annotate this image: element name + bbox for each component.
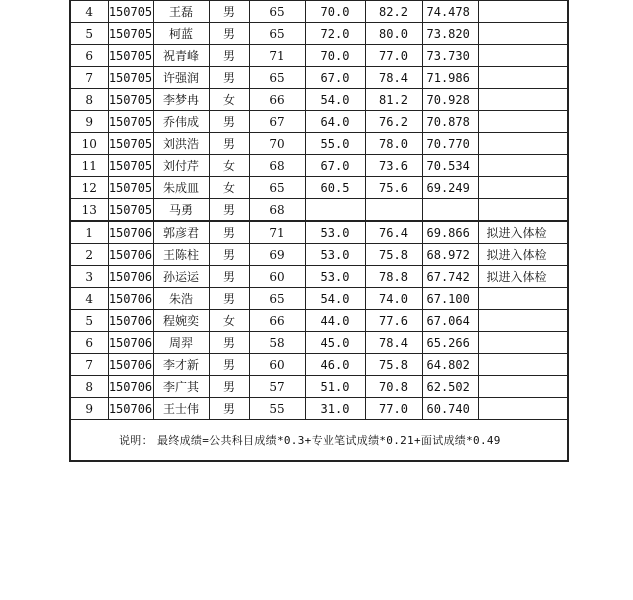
- public-subject-score-cell: 55: [249, 398, 305, 420]
- interview-score-cell: [365, 199, 422, 222]
- final-score-cell: 73.820: [422, 23, 478, 45]
- note-prefix: 说明：: [119, 434, 153, 447]
- interview-score-cell: 74.0: [365, 288, 422, 310]
- candidate-name-cell: 乔伟成: [153, 111, 209, 133]
- score-sheet: [69, 0, 567, 462]
- public-subject-score-cell: 68: [249, 199, 305, 222]
- gender-cell: 女: [209, 89, 249, 111]
- table-body: [70, 1, 568, 420]
- result-status-cell: [478, 288, 568, 310]
- row-number-cell: 8: [70, 376, 108, 398]
- interview-score-cell: 80.0: [365, 23, 422, 45]
- row-number-cell: 2: [70, 244, 108, 266]
- gender-cell: 男: [209, 133, 249, 155]
- written-test-score-cell: 54.0: [305, 288, 365, 310]
- interview-score-cell: 78.0: [365, 133, 422, 155]
- result-status-cell: [478, 177, 568, 199]
- result-status-cell: [478, 332, 568, 354]
- interview-score-cell: 76.2: [365, 111, 422, 133]
- note-formula: 最终成绩=公共科目成绩*0.3+专业笔试成绩*0.21+面试成绩*0.49: [157, 434, 501, 447]
- final-score-cell: 70.878: [422, 111, 478, 133]
- interview-score-cell: 75.8: [365, 354, 422, 376]
- row-number-cell: 1: [70, 221, 108, 244]
- interview-score-cell: 76.4: [365, 221, 422, 244]
- candidate-name-cell: 王陈柱: [153, 244, 209, 266]
- candidate-name-cell: 朱浩: [153, 288, 209, 310]
- row-number-cell: 6: [70, 45, 108, 67]
- final-score-cell: 65.266: [422, 332, 478, 354]
- gender-cell: 男: [209, 221, 249, 244]
- written-test-score-cell: 44.0: [305, 310, 365, 332]
- gender-cell: 男: [209, 23, 249, 45]
- position-code-cell: 150706: [108, 354, 153, 376]
- interview-score-cell: 75.6: [365, 177, 422, 199]
- result-status-cell: [478, 398, 568, 420]
- position-code-cell: 150706: [108, 244, 153, 266]
- gender-cell: 男: [209, 288, 249, 310]
- written-test-score-cell: 55.0: [305, 133, 365, 155]
- public-subject-score-cell: 60: [249, 266, 305, 288]
- interview-score-cell: 77.0: [365, 398, 422, 420]
- table-row: [70, 398, 568, 420]
- candidate-name-cell: 李广其: [153, 376, 209, 398]
- result-status-cell: [478, 199, 568, 222]
- gender-cell: 女: [209, 155, 249, 177]
- public-subject-score-cell: 67: [249, 111, 305, 133]
- row-number-cell: 8: [70, 89, 108, 111]
- written-test-score-cell: 53.0: [305, 221, 365, 244]
- position-code-cell: 150705: [108, 45, 153, 67]
- written-test-score-cell: 46.0: [305, 354, 365, 376]
- table-row: [70, 67, 568, 89]
- gender-cell: 男: [209, 111, 249, 133]
- written-test-score-cell: [305, 199, 365, 222]
- position-code-cell: 150706: [108, 288, 153, 310]
- table-row: [70, 199, 568, 222]
- position-code-cell: 150705: [108, 89, 153, 111]
- gender-cell: 女: [209, 177, 249, 199]
- candidate-name-cell: 李才新: [153, 354, 209, 376]
- written-test-score-cell: 70.0: [305, 1, 365, 23]
- position-code-cell: 150705: [108, 23, 153, 45]
- public-subject-score-cell: 57: [249, 376, 305, 398]
- position-code-cell: 150705: [108, 133, 153, 155]
- gender-cell: 男: [209, 45, 249, 67]
- interview-score-cell: 77.0: [365, 45, 422, 67]
- result-status-cell: [478, 67, 568, 89]
- interview-score-cell: 77.6: [365, 310, 422, 332]
- written-test-score-cell: 64.0: [305, 111, 365, 133]
- interview-score-cell: 78.4: [365, 67, 422, 89]
- final-score-cell: 70.928: [422, 89, 478, 111]
- position-code-cell: 150706: [108, 376, 153, 398]
- public-subject-score-cell: 66: [249, 310, 305, 332]
- public-subject-score-cell: 65: [249, 288, 305, 310]
- score-table: [69, 0, 569, 462]
- row-number-cell: 12: [70, 177, 108, 199]
- result-status-cell: [478, 376, 568, 398]
- interview-score-cell: 78.8: [365, 266, 422, 288]
- final-score-cell: 74.478: [422, 1, 478, 23]
- public-subject-score-cell: 71: [249, 221, 305, 244]
- table-row: [70, 244, 568, 266]
- written-test-score-cell: 70.0: [305, 45, 365, 67]
- row-number-cell: 5: [70, 310, 108, 332]
- table-row: [70, 89, 568, 111]
- public-subject-score-cell: 68: [249, 155, 305, 177]
- formula-note: [70, 420, 568, 462]
- interview-score-cell: 78.4: [365, 332, 422, 354]
- candidate-name-cell: 柯蓝: [153, 23, 209, 45]
- public-subject-score-cell: 65: [249, 23, 305, 45]
- public-subject-score-cell: 65: [249, 1, 305, 23]
- position-code-cell: 150706: [108, 266, 153, 288]
- position-code-cell: 150706: [108, 310, 153, 332]
- candidate-name-cell: 李梦冉: [153, 89, 209, 111]
- result-status-cell: 拟进入体检: [478, 244, 568, 266]
- public-subject-score-cell: 65: [249, 67, 305, 89]
- table-row: [70, 133, 568, 155]
- result-status-cell: [478, 1, 568, 23]
- final-score-cell: 70.770: [422, 133, 478, 155]
- row-number-cell: 4: [70, 1, 108, 23]
- result-status-cell: [478, 155, 568, 177]
- row-number-cell: 13: [70, 199, 108, 222]
- written-test-score-cell: 67.0: [305, 155, 365, 177]
- written-test-score-cell: 67.0: [305, 67, 365, 89]
- gender-cell: 男: [209, 398, 249, 420]
- table-row: [70, 111, 568, 133]
- written-test-score-cell: 45.0: [305, 332, 365, 354]
- result-status-cell: [478, 354, 568, 376]
- public-subject-score-cell: 69: [249, 244, 305, 266]
- public-subject-score-cell: 71: [249, 45, 305, 67]
- result-status-cell: [478, 23, 568, 45]
- position-code-cell: 150705: [108, 199, 153, 222]
- row-number-cell: 9: [70, 111, 108, 133]
- result-status-cell: [478, 89, 568, 111]
- candidate-name-cell: 祝青峰: [153, 45, 209, 67]
- written-test-score-cell: 54.0: [305, 89, 365, 111]
- candidate-name-cell: 朱成皿: [153, 177, 209, 199]
- final-score-cell: 64.802: [422, 354, 478, 376]
- candidate-name-cell: 刘付芹: [153, 155, 209, 177]
- table-row: [70, 23, 568, 45]
- final-score-cell: 69.249: [422, 177, 478, 199]
- final-score-cell: 67.064: [422, 310, 478, 332]
- position-code-cell: 150706: [108, 398, 153, 420]
- row-number-cell: 9: [70, 398, 108, 420]
- public-subject-score-cell: 70: [249, 133, 305, 155]
- candidate-name-cell: 孙运运: [153, 266, 209, 288]
- final-score-cell: 68.972: [422, 244, 478, 266]
- result-status-cell: [478, 133, 568, 155]
- result-status-cell: [478, 45, 568, 67]
- candidate-name-cell: 程婉奕: [153, 310, 209, 332]
- position-code-cell: 150706: [108, 221, 153, 244]
- interview-score-cell: 82.2: [365, 1, 422, 23]
- position-code-cell: 150705: [108, 155, 153, 177]
- gender-cell: 男: [209, 199, 249, 222]
- written-test-score-cell: 60.5: [305, 177, 365, 199]
- gender-cell: 男: [209, 354, 249, 376]
- position-code-cell: 150705: [108, 67, 153, 89]
- row-number-cell: 4: [70, 288, 108, 310]
- position-code-cell: 150705: [108, 1, 153, 23]
- final-score-cell: 71.986: [422, 67, 478, 89]
- final-score-cell: 67.100: [422, 288, 478, 310]
- interview-score-cell: 73.6: [365, 155, 422, 177]
- final-score-cell: [422, 199, 478, 222]
- position-code-cell: 150706: [108, 332, 153, 354]
- position-code-cell: 150705: [108, 177, 153, 199]
- public-subject-score-cell: 65: [249, 177, 305, 199]
- gender-cell: 男: [209, 266, 249, 288]
- public-subject-score-cell: 60: [249, 354, 305, 376]
- gender-cell: 男: [209, 376, 249, 398]
- row-number-cell: 6: [70, 332, 108, 354]
- interview-score-cell: 70.8: [365, 376, 422, 398]
- candidate-name-cell: 许强润: [153, 67, 209, 89]
- table-row: [70, 45, 568, 67]
- final-score-cell: 60.740: [422, 398, 478, 420]
- written-test-score-cell: 72.0: [305, 23, 365, 45]
- row-number-cell: 11: [70, 155, 108, 177]
- result-status-cell: [478, 111, 568, 133]
- public-subject-score-cell: 58: [249, 332, 305, 354]
- final-score-cell: 69.866: [422, 221, 478, 244]
- candidate-name-cell: 马勇: [153, 199, 209, 222]
- row-number-cell: 3: [70, 266, 108, 288]
- gender-cell: 男: [209, 332, 249, 354]
- table-row: [70, 288, 568, 310]
- candidate-name-cell: 王士伟: [153, 398, 209, 420]
- row-number-cell: 7: [70, 67, 108, 89]
- written-test-score-cell: 51.0: [305, 376, 365, 398]
- table-row: [70, 1, 568, 23]
- table-row: [70, 221, 568, 244]
- final-score-cell: 73.730: [422, 45, 478, 67]
- written-test-score-cell: 53.0: [305, 266, 365, 288]
- written-test-score-cell: 31.0: [305, 398, 365, 420]
- result-status-cell: 拟进入体检: [478, 221, 568, 244]
- final-score-cell: 62.502: [422, 376, 478, 398]
- final-score-cell: 70.534: [422, 155, 478, 177]
- result-status-cell: [478, 310, 568, 332]
- position-code-cell: 150705: [108, 111, 153, 133]
- candidate-name-cell: 周羿: [153, 332, 209, 354]
- gender-cell: 男: [209, 67, 249, 89]
- table-row: [70, 354, 568, 376]
- row-number-cell: 10: [70, 133, 108, 155]
- table-row: [70, 332, 568, 354]
- written-test-score-cell: 53.0: [305, 244, 365, 266]
- table-row: [70, 376, 568, 398]
- candidate-name-cell: 刘洪浩: [153, 133, 209, 155]
- note-row: [70, 420, 568, 462]
- result-status-cell: 拟进入体检: [478, 266, 568, 288]
- interview-score-cell: 75.8: [365, 244, 422, 266]
- table-row: [70, 310, 568, 332]
- candidate-name-cell: 王磊: [153, 1, 209, 23]
- gender-cell: 男: [209, 244, 249, 266]
- table-row: [70, 266, 568, 288]
- gender-cell: 男: [209, 1, 249, 23]
- interview-score-cell: 81.2: [365, 89, 422, 111]
- row-number-cell: 5: [70, 23, 108, 45]
- table-row: [70, 177, 568, 199]
- table-row: [70, 155, 568, 177]
- candidate-name-cell: 郭彦君: [153, 221, 209, 244]
- public-subject-score-cell: 66: [249, 89, 305, 111]
- final-score-cell: 67.742: [422, 266, 478, 288]
- gender-cell: 女: [209, 310, 249, 332]
- row-number-cell: 7: [70, 354, 108, 376]
